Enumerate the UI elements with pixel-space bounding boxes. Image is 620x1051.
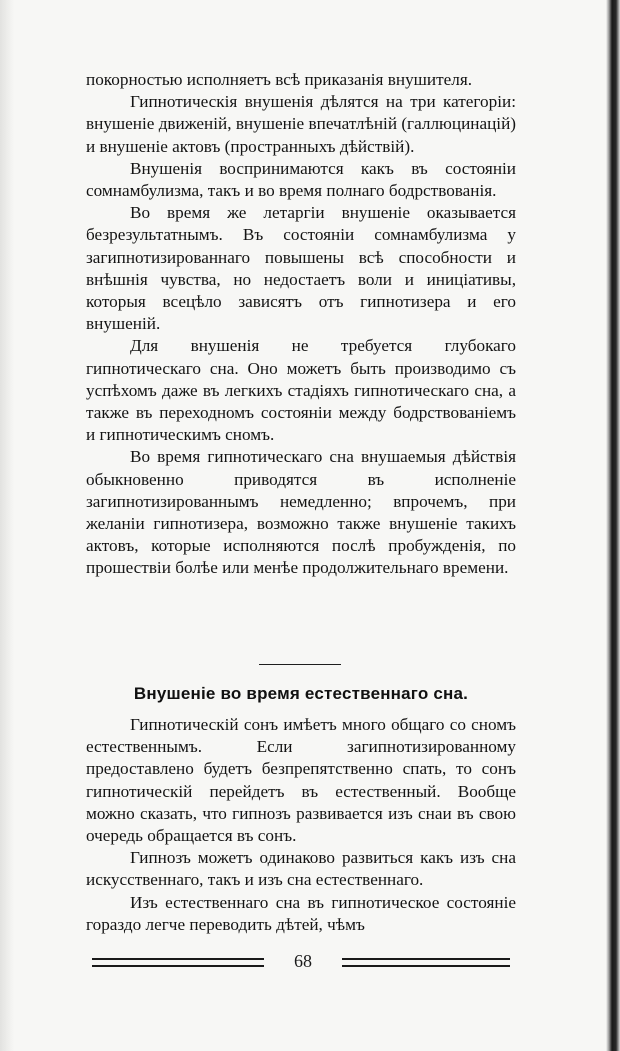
paragraph: Для внушенія не требуется глубокаго гипнотическаго сна. Оно можетъ быть производимо съ успѣхомъ даже въ легкихъ стадіяхъ гипнотическаго сна, а также въ переходномъ состояніи между бодрствованіемъ и гипнотическимъ сномъ. [86, 336, 516, 445]
body-text-upper [86, 69, 516, 580]
paragraph: Внушенія воспринимаются какъ въ состояніи сомнамбулизма, такъ и во время полнаго бодрствованія. [86, 158, 516, 201]
paragraph: покорностью исполняетъ всѣ приказанія внушителя. [86, 70, 473, 89]
page-number: 68 [294, 951, 312, 971]
paragraph: Гипнотическія внушенія дѣлятся на три категоріи: внушеніе движеній, внушеніе впечатлѣній (галлюцинацій) и внушеніе актовъ (пространныхъ дѣйствій). [86, 92, 516, 156]
paragraph: Гипнотическій сонъ имѣетъ много общаго со сномъ естественнымъ. Если загипнотизированному предоставлено будетъ безпрепятственно спать, то сонъ гипнотическій перейдетъ въ естественный. Вообще можно сказать, что гипнозъ развивается изъ снаи въ свою очередь обращается въ сонъ. [86, 715, 516, 846]
paragraph: Во время же летаргіи внушеніе оказывается безрезультатнымъ. Въ состояніи сомнамбулизма у загипнотизированнаго повышены всѣ способности и внѣшнія чувства, но недостаетъ воли и иниціативы, которыя всецѣло зависятъ отъ гипнотизера и его внушеній. [86, 203, 516, 334]
book-spine-edge [606, 0, 620, 1051]
paragraph: Во время гипнотическаго сна внушаемыя дѣйствія обыкновенно приводятся въ исполненіе загипнотизированнымъ немедленно; впрочемъ, при желаніи гипнотизера, возможно также внушеніе такихъ актовъ, которые исполняются послѣ пробужденія, по прошествіи болѣе или менѣе продолжительнаго времени. [86, 447, 516, 578]
paragraph: Гипнозъ можетъ одинаково развиться какъ изъ сна искусственнаго, такъ и изъ сна естественнаго. [86, 848, 516, 890]
section-heading: Внушеніе во время естественнаго сна. [133, 684, 469, 703]
body-text-lower [86, 714, 516, 936]
footer-double-rule-left [92, 958, 264, 970]
section-divider [259, 664, 341, 665]
paragraph: Изъ естественнаго сна въ гипнотическое состояніе гораздо легче переводить дѣтей, чѣмъ [86, 892, 516, 934]
page-left-shadow [0, 0, 14, 1051]
footer-double-rule-right [342, 958, 510, 970]
